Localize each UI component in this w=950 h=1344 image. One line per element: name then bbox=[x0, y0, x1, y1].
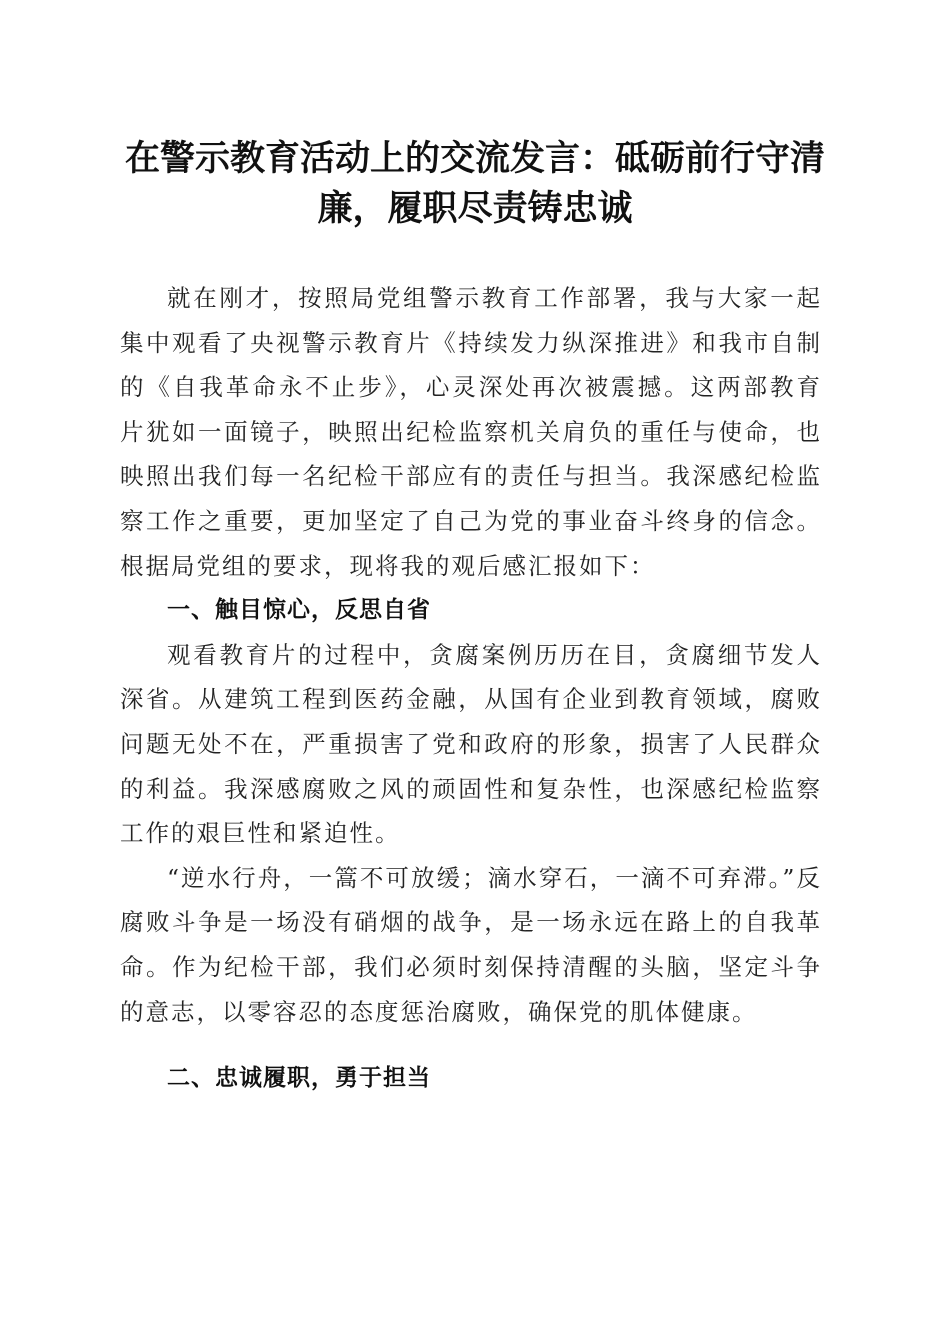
section-1-paragraph-2: “逆水行舟，一篙不可放缓；滴水穿石，一滴不可弃滞。”反腐败斗争是一场没有硝烟的战争，是一场永远在路上的自我革命。作为纪检干部，我们必须时刻保持清醒的头脑，坚定斗争的意志，以零容忍的态度惩治腐败，确保党的肌体健康。 bbox=[120, 863, 822, 1026]
section-heading-2: 二、忠诚履职，勇于担当 bbox=[167, 1065, 431, 1092]
section-heading-1: 一、触目惊心，反思自省 bbox=[167, 597, 431, 624]
document-title: 在警示教育活动上的交流发言：砥砺前行守清廉，履职尽责铸忠诚 bbox=[124, 138, 825, 229]
intro-paragraph: 就在刚才，按照局党组警示教育工作部署，我与大家一起集中观看了央视警示教育片《持续发力纵深推进》和我市自制的《自我革命永不止步》，心灵深处再次被震撼。这两部教育片犹如一面镜子，映照出纪检监察机关肩负的重任与使命，也映照出我们每一名纪检干部应有的责任与担当。我深感纪检监察工作之重要，更加坚定了自己为党的事业奋斗终身的信念。根据局党组的要求，现将我的观后感汇报如下： bbox=[120, 284, 822, 580]
section-1-paragraph-1: 观看教育片的过程中，贪腐案例历历在目，贪腐细节发人深省。从建筑工程到医药金融，从国有企业到教育领域，腐败问题无处不在，严重损害了党和政府的形象，损害了人民群众的利益。我深感腐败之风的顽固性和复杂性，也深感纪检监察工作的艰巨性和紧迫性。 bbox=[120, 640, 822, 848]
document-body bbox=[120, 276, 822, 1101]
